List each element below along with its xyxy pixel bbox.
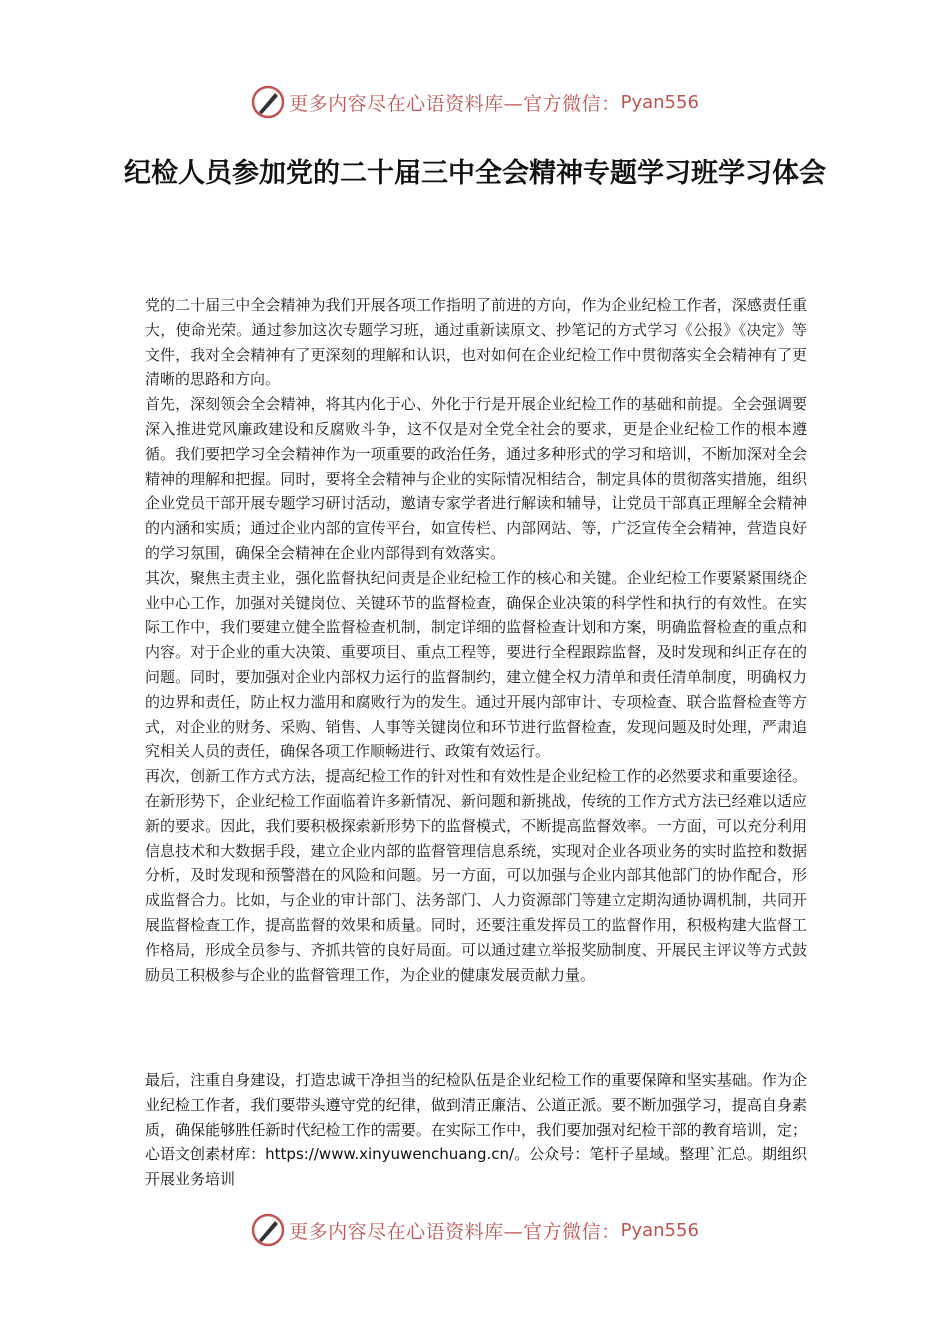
paragraph: 最后，注重自身建设，打造忠诚干净担当的纪检队伍是企业纪检工作的重要保障和坚实基础。作为企业纪检工作者，我们要带头遵守党的纪律，做到清正廉洁、公道正派。要不断加强学习，提高自身素质，确保能够胜任新时代纪检工作的需要。在实际工作中，我们要加强对纪检干部的教育培训，定；心语文创素材库：https://www.xinyuwenchuang.cn/。公众号：笔杆子星域。整理`汇总。期组织开展业务培训 xyxy=(145,1071,807,1189)
pen-logo-icon xyxy=(251,85,285,119)
wechat-id: Pyan556 xyxy=(620,91,699,113)
header-banner xyxy=(0,82,950,122)
paragraph: 首先，深刻领会全会精神，将其内化于心、外化于行是开展企业纪检工作的基础和前提。全会强调要深入推进党风廉政建设和反腐败斗争，这不仅是对全党全社会的要求，更是企业纪检工作的根本遵循。我们要把学习全会精神作为一项重要的政治任务，通过多种形式的学习和培训，不断加深对全会精神的理解和把握。同时，要将全会精神与企业的实际情况相结合，制定具体的贯彻落实措施，组织企业党员干部开展专题学习研讨活动，邀请专家学者进行解读和辅导，让党员干部真正理解全会精神的内涵和实质；通过企业内部的宣传平台，如宣传栏、内部网站、等，广泛宣传全会精神，营造良好的学习氛围，确保全会精神在企业内部得到有效落实。 xyxy=(145,395,807,562)
wechat-id: Pyan556 xyxy=(620,1219,699,1241)
paragraph: 再次，创新工作方式方法，提高纪检工作的针对性和有效性是企业纪检工作的必然要求和重要途径。在新形势下，企业纪检工作面临着许多新情况、新问题和新挑战，传统的工作方式方法已经难以适应新的要求。因此，我们要积极探索新形势下的监督模式，不断提高监督效率。一方面，可以充分利用信息技术和大数据手段，建立企业内部的监督管理信息系统，实现对企业各项业务的实时监控和数据分析，及时发现和预警潜在的风险和问题。另一方面，可以加强与企业内部其他部门的协作配合，形成监督合力。比如，与企业的审计部门、法务部门、人力资源部门等建立定期沟通协调机制，共同开展监督检查工作，提高监督的效果和质量。同时，还要注重发挥员工的监督作用，积极构建大监督工作格局，形成全员参与、齐抓共管的良好局面。可以通过建立举报奖励制度、开展民主评议等方式鼓励员工积极参与企业的监督管理工作，为企业的健康发展贡献力量。 xyxy=(145,767,807,984)
paragraph: 其次，聚焦主责主业，强化监督执纪问责是企业纪检工作的核心和关键。企业纪检工作要紧紧围绕企业中心工作，加强对关键岗位、关键环节的监督检查，确保企业决策的科学性和执行的有效性。在实际工作中，我们要建立健全监督检查机制，制定详细的监督检查计划和方案，明确监督检查的重点和内容。对于企业的重大决策、重要项目、重点工程等，要进行全程跟踪监督，及时发现和纠正存在的问题。同时，要加强对企业内部权力运行的监督制约，建立健全权力清单和责任清单制度，明确权力的边界和责任，防止权力滥用和腐败行为的发生。通过开展内部审计、专项检查、联合监督检查等方式，对企业的财务、采购、销售、人事等关键岗位和环节进行监督检查，发现问题及时处理，严肃追究相关人员的责任，确保各项工作顺畅进行、政策有效运行。 xyxy=(145,568,807,761)
pen-logo-icon xyxy=(251,1213,285,1247)
paragraph: 党的二十届三中全会精神为我们开展各项工作指明了前进的方向，作为企业纪检工作者，深感责任重大，使命光荣。通过参加这次专题学习班，通过重新读原文、抄笔记的方式学习《公报》《决定》等文件，我对全会精神有了更深刻的理解和认识，也对如何在企业纪检工作中贯彻落实全会精神有了更清晰的思路和方向。 xyxy=(145,296,807,389)
banner-text: 更多内容尽在心语资料库—官方微信： xyxy=(289,1220,621,1243)
banner-text: 更多内容尽在心语资料库—官方微信： xyxy=(289,92,621,115)
document-body-continued xyxy=(145,1068,807,1192)
footer-banner xyxy=(0,1210,950,1250)
document-body xyxy=(145,293,807,987)
document-title: 纪检人员参加党的二十届三中全会精神专题学习班学习体会 xyxy=(124,158,826,189)
